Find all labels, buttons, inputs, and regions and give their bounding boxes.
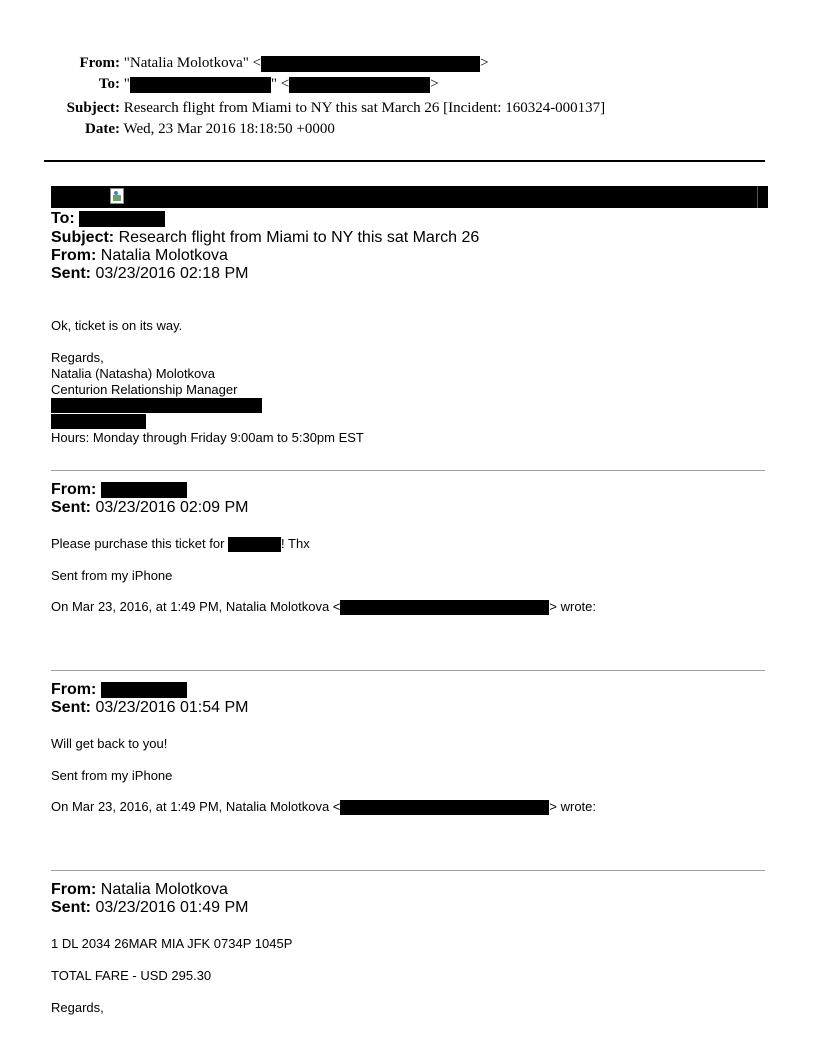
msg4-sent-value: 03/23/2016 01:49 PM (95, 899, 249, 916)
msg4-from-line (51, 881, 228, 899)
msg2-body-pre: Please purchase this ticket for (51, 536, 225, 551)
msg3-sent-from: Sent from my iPhone (51, 768, 173, 783)
header-to-mid: " < (270, 76, 290, 92)
redaction-bar (51, 414, 146, 429)
header-from-value: "Natalia Molotkova" < (123, 55, 262, 71)
msg1-sent-label: Sent: (51, 265, 91, 282)
redaction-bar (130, 77, 271, 93)
msg1-subject-label: Subject: (51, 229, 115, 246)
header-subject-row (0, 99, 605, 117)
msg4-fare: TOTAL FARE - USD 295.30 (51, 968, 212, 983)
header-from-end: > (480, 55, 489, 71)
msg4-itinerary: 1 DL 2034 26MAR MIA JFK 0734P 1045P (51, 936, 293, 951)
msg3-quote-pre: On Mar 23, 2016, at 1:49 PM, Natalia Molotkova < (51, 799, 341, 814)
header-subject-value: Research flight from Miami to NY this sat March 26 [Incident: 160324-000137] (123, 100, 606, 116)
msg2-body-line (51, 536, 310, 552)
msg3-sent-value: 03/23/2016 01:54 PM (95, 699, 249, 716)
message-divider (51, 670, 765, 671)
redaction-bar (261, 56, 480, 72)
msg3-body: Will get back to you! (51, 736, 168, 751)
msg1-body: Ok, ticket is on its way. (51, 318, 183, 333)
msg4-sent-line (51, 899, 248, 917)
redaction-bar (101, 482, 187, 498)
redacted-banner (51, 186, 768, 208)
msg2-body-post: ! Thx (281, 536, 310, 551)
msg2-quote-line (51, 599, 596, 615)
message-divider (51, 870, 765, 871)
redaction-bar (340, 800, 549, 815)
redaction-bar (51, 398, 262, 413)
msg2-from-label: From: (51, 481, 97, 498)
msg1-from-value: Natalia Molotkova (100, 247, 228, 264)
redaction-bar (228, 537, 281, 552)
redaction-bar (289, 77, 430, 93)
msg1-signature-title: Centurion Relationship Manager (51, 382, 238, 397)
header-date-row (0, 120, 335, 138)
msg2-sent-label: Sent: (51, 499, 91, 516)
msg3-quote-line (51, 799, 596, 815)
header-to-label: To: (98, 76, 120, 92)
msg3-quote-post: > wrote: (549, 799, 597, 814)
msg2-quote-post: > wrote: (549, 599, 597, 614)
header-to-end: > (430, 76, 439, 92)
msg2-from-line (51, 481, 187, 499)
header-from-label: From: (79, 55, 120, 71)
msg1-to-label: To: (51, 210, 75, 227)
header-subject-label: Subject: (66, 100, 120, 116)
msg3-from-line (51, 681, 187, 699)
header-date-label: Date: (85, 121, 120, 137)
msg1-hours: Hours: Monday through Friday 9:00am to 5:30pm EST (51, 430, 364, 445)
msg1-sent-line (51, 265, 248, 283)
msg4-sent-label: Sent: (51, 899, 91, 916)
msg1-signature-name: Natalia (Natasha) Molotkova (51, 366, 216, 381)
msg1-subject-line (51, 229, 479, 247)
msg2-quote-pre: On Mar 23, 2016, at 1:49 PM, Natalia Molotkova < (51, 599, 341, 614)
msg1-from-line (51, 247, 228, 265)
msg2-sent-line (51, 499, 248, 517)
redaction-bar (101, 682, 187, 698)
header-to-open: " (123, 76, 130, 92)
redaction-bar (340, 600, 549, 615)
msg3-from-label: From: (51, 681, 97, 698)
msg4-from-value: Natalia Molotkova (100, 881, 228, 898)
banner-divider (757, 186, 758, 208)
msg1-to-line (51, 210, 165, 228)
msg4-from-label: From: (51, 881, 97, 898)
msg3-sent-line (51, 699, 248, 717)
header-from-row (0, 54, 489, 72)
msg2-sent-value: 03/23/2016 02:09 PM (95, 499, 249, 516)
msg2-sent-from: Sent from my iPhone (51, 568, 173, 583)
msg1-regards: Regards, (51, 350, 104, 365)
header-divider (44, 160, 765, 162)
msg1-subject-value: Research flight from Miami to NY this sat March 26 (118, 229, 480, 246)
msg4-regards: Regards, (51, 1000, 104, 1015)
header-date-value: Wed, 23 Mar 2016 18:18:50 +0000 (123, 121, 335, 137)
msg3-sent-label: Sent: (51, 699, 91, 716)
redaction-bar (79, 211, 165, 227)
header-to-row (0, 75, 439, 93)
msg1-from-label: From: (51, 247, 97, 264)
msg1-sent-value: 03/23/2016 02:18 PM (95, 265, 249, 282)
message-divider (51, 470, 765, 471)
broken-image-icon (110, 188, 124, 204)
